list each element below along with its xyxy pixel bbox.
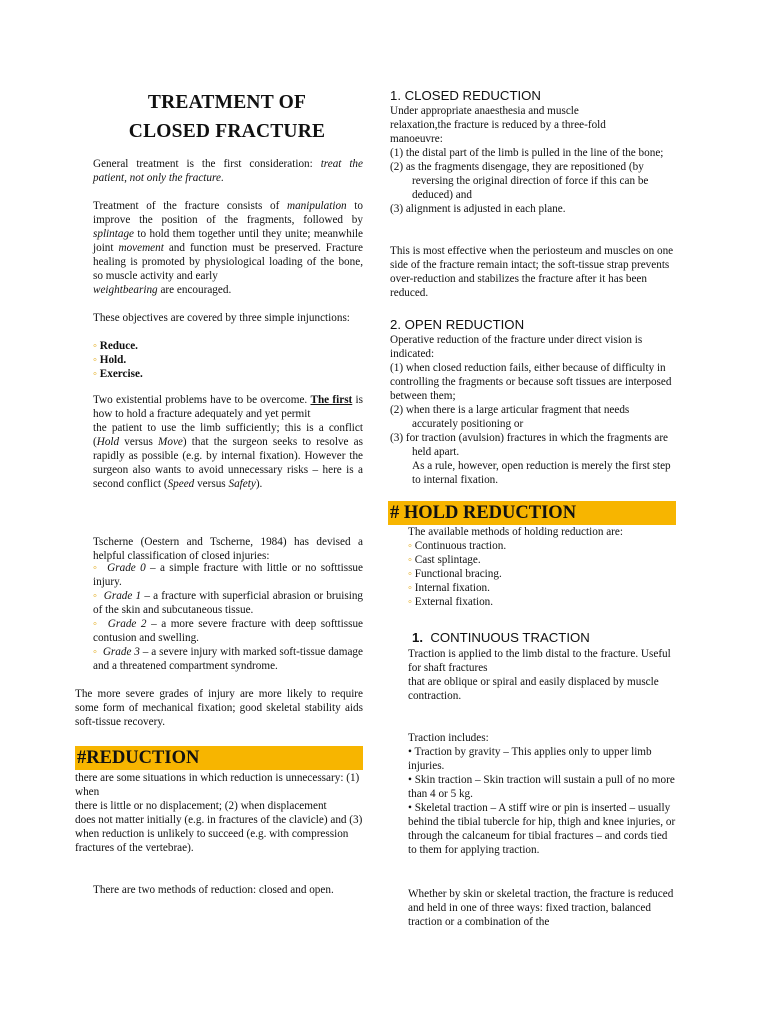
bullet-icon: ◦	[93, 340, 97, 352]
emphasis-text: movement	[118, 242, 164, 254]
list-item	[408, 539, 676, 553]
open-reduction-list	[390, 361, 672, 487]
injunctions-list	[93, 339, 363, 381]
list-item: (1) when closed reduction fails, either because of difficulty in controlling the fragments or because soft tissues are interposed between them;	[390, 362, 672, 402]
text: .	[220, 172, 224, 184]
text: ) that the surgeon seeks to resolve as rapidly as possible (e.g. by internal fixation). However the surgeon also wants to avoid unnecessary risks – here is a second conflict (	[93, 436, 363, 490]
emphasis-text: manipulation	[286, 200, 347, 212]
grade-label: Grade 1	[103, 590, 142, 602]
grade-label: Grade 0	[107, 562, 146, 574]
text: Two existential problems have to be overcome.	[93, 394, 311, 406]
text: are encouraged.	[157, 284, 232, 296]
open-reduction-heading: 2. OPEN REDUCTION	[390, 317, 525, 332]
grade-text: – a fracture with superficial abrasion or bruising of the skin and subcutaneous tissue.	[93, 590, 364, 616]
text-line: that are oblique or spiral and easily displaced by muscle	[408, 676, 659, 688]
injunction-exercise: Exercise.	[99, 368, 143, 380]
emphasis-text: The first	[310, 394, 353, 406]
list-item: (3) for traction (avulsion) fractures in which the fragments are held apart.	[390, 432, 669, 458]
title-line-1: TREATMENT OF	[147, 92, 307, 113]
continuous-traction-heading	[412, 630, 590, 646]
reduction-heading: #REDUCTION	[75, 746, 363, 770]
list-item: (2) when there is a large articular fragment that needs accurately positioning or	[390, 404, 630, 430]
hold-reduction-heading: # HOLD REDUCTION	[388, 501, 676, 525]
bullet-icon: ◦	[93, 354, 97, 366]
method-label: Functional bracing.	[414, 568, 502, 580]
hold-methods-list	[408, 539, 676, 609]
emphasis-text: Hold	[96, 436, 120, 448]
bullet-icon: ◦	[408, 596, 412, 608]
grade-text: – a simple fracture with little or no softtissue injury.	[93, 562, 363, 588]
treatment-paragraph	[93, 199, 363, 297]
bullet-icon: ◦	[93, 618, 99, 630]
traction-types	[408, 731, 676, 857]
problems-paragraph	[93, 393, 363, 491]
list-item	[93, 617, 363, 645]
title-line-2: CLOSED FRACTURE	[128, 121, 326, 142]
document-title	[75, 88, 379, 146]
text: General treatment is the first consideration:	[93, 158, 321, 170]
continuous-traction-paragraph	[408, 647, 676, 703]
grade-text: – a more severe fracture with deep softtissue contusion and swelling.	[93, 618, 364, 644]
injunction-hold: Hold.	[99, 354, 127, 366]
list-item	[93, 561, 363, 589]
tscherne-paragraph: Tscherne (Oestern and Tscherne, 1984) has devised a helpful classification of closed injuries:	[93, 536, 363, 562]
emphasis-text: treat the patient, not only the fracture	[93, 158, 363, 184]
two-methods-paragraph: There are two methods of reduction: closed and open.	[93, 884, 334, 896]
heading-text: CONTINUOUS TRACTION	[430, 630, 590, 645]
objectives-paragraph: These objectives are covered by three simple injunctions:	[93, 312, 350, 324]
grades-list	[93, 561, 363, 673]
method-label: Internal fixation.	[414, 582, 490, 594]
text-line: there are some situations in which reduction is unnecessary: (1) when	[75, 772, 360, 798]
list-item: (2) as the fragments disengage, they are repositioned (by reversing the original direction of force if this can be deduced) and	[390, 161, 649, 201]
open-reduction-intro: Operative reduction of the fracture under direct vision is indicated:	[390, 334, 643, 360]
list-item: • Skin traction – Skin traction will sustain a pull of no more than 4 or 5 kg.	[408, 774, 675, 800]
closed-reduction-steps	[390, 146, 676, 216]
text-line: Traction is applied to the limb distal to the fracture. Useful for shaft fractures	[408, 648, 671, 674]
emphasis-text: Move	[158, 436, 183, 448]
text: ).	[255, 478, 263, 490]
list-item	[408, 567, 676, 581]
open-reduction-rule: As a rule, however, open reduction is merely the first step to internal fixation.	[412, 460, 671, 486]
grade-text: – a severe injury with marked soft-tissue damage and a threatened compartment syndrome.	[93, 646, 363, 672]
emphasis-text: Speed	[167, 478, 195, 490]
emphasis-text: Safety	[228, 478, 256, 490]
list-item	[93, 645, 363, 673]
method-label: Continuous traction.	[414, 540, 507, 552]
emphasis-text: splintage	[93, 228, 135, 240]
bullet-icon: ◦	[408, 582, 412, 594]
list-item	[408, 581, 676, 595]
text: versus	[119, 436, 159, 448]
text: to hold them together until they unite; meanwhile joint	[93, 228, 363, 254]
bullet-icon: ◦	[93, 646, 98, 658]
grade-label: Grade 3	[102, 646, 140, 658]
bullet-icon: ◦	[93, 368, 97, 380]
list-item	[93, 367, 363, 381]
traction-includes: Traction includes:	[408, 732, 489, 744]
hold-reduction-intro: The available methods of holding reduction are:	[408, 526, 623, 538]
text: Treatment of the fracture consists of	[93, 200, 287, 212]
closed-reduction-heading: 1. CLOSED REDUCTION	[390, 88, 541, 103]
severity-paragraph: The more severe grades of injury are more likely to require some form of mechanical fixation; good skeletal stability aids soft-tissue recovery.	[75, 688, 363, 728]
list-item	[408, 595, 676, 609]
text: and function must be preserved. Fracture healing is promoted by physiological loading of the bone, so muscle activity and early	[93, 242, 364, 282]
text-line: contraction.	[408, 690, 462, 702]
list-item	[93, 339, 363, 353]
list-item	[93, 589, 363, 617]
text: is how to hold a fracture adequately and yet permit	[93, 394, 364, 420]
text: versus	[194, 478, 229, 490]
heading-number: 1.	[412, 630, 423, 645]
text: the patient to use the limb sufficiently; this is a conflict (	[93, 422, 363, 448]
bullet-icon: ◦	[93, 562, 99, 574]
closed-reduction-intro: Under appropriate anaesthesia and muscle relaxation,the fracture is reduced by a three-fold manoeuvre:	[390, 105, 606, 145]
method-label: Cast splintage.	[414, 554, 481, 566]
reduction-paragraph	[75, 771, 363, 855]
list-item: • Traction by gravity – This applies only to upper limb injuries.	[408, 746, 652, 772]
text-line: there is little or no displacement; (2) when displacement	[75, 800, 327, 812]
injunction-reduce: Reduce.	[99, 340, 138, 352]
method-label: External fixation.	[414, 596, 494, 608]
list-item	[93, 353, 363, 367]
list-item: (1) the distal part of the limb is pulled in the line of the bone;	[390, 147, 664, 159]
bullet-icon: ◦	[408, 568, 412, 580]
emphasis-text: weightbearing	[93, 284, 158, 296]
text: to improve the position of the fragments, followed by	[93, 200, 364, 226]
list-item: (3) alignment is adjusted in each plane.	[390, 203, 566, 215]
list-item: • Skeletal traction – A stiff wire or pin is inserted – usually behind the tibial tubercle for hip, thigh and knee injuries, or through the calcaneum for tibial fractures – and cords tied to them for applying traction.	[408, 802, 676, 856]
closed-reduction-effective: This is most effective when the periosteum and muscles on one side of the fracture remain intact; the soft-tissue strap prevents over-reduction and stabilizes the fracture after it has been reduced.	[390, 245, 674, 299]
whether-paragraph: Whether by skin or skeletal traction, the fracture is reduced and held in one of three ways: fixed traction, balanced traction or a combination of the	[408, 888, 674, 928]
grade-label: Grade 2	[107, 618, 147, 630]
bullet-icon: ◦	[93, 590, 98, 602]
list-item	[408, 553, 676, 567]
text-line: does not matter initially (e.g. in fractures of the clavicle) and (3) when reduction is unlikely to succeed (e.g. with compression fractures of the vertebrae).	[75, 814, 363, 854]
general-treatment-paragraph	[93, 157, 363, 185]
bullet-icon: ◦	[408, 540, 412, 552]
bullet-icon: ◦	[408, 554, 412, 566]
